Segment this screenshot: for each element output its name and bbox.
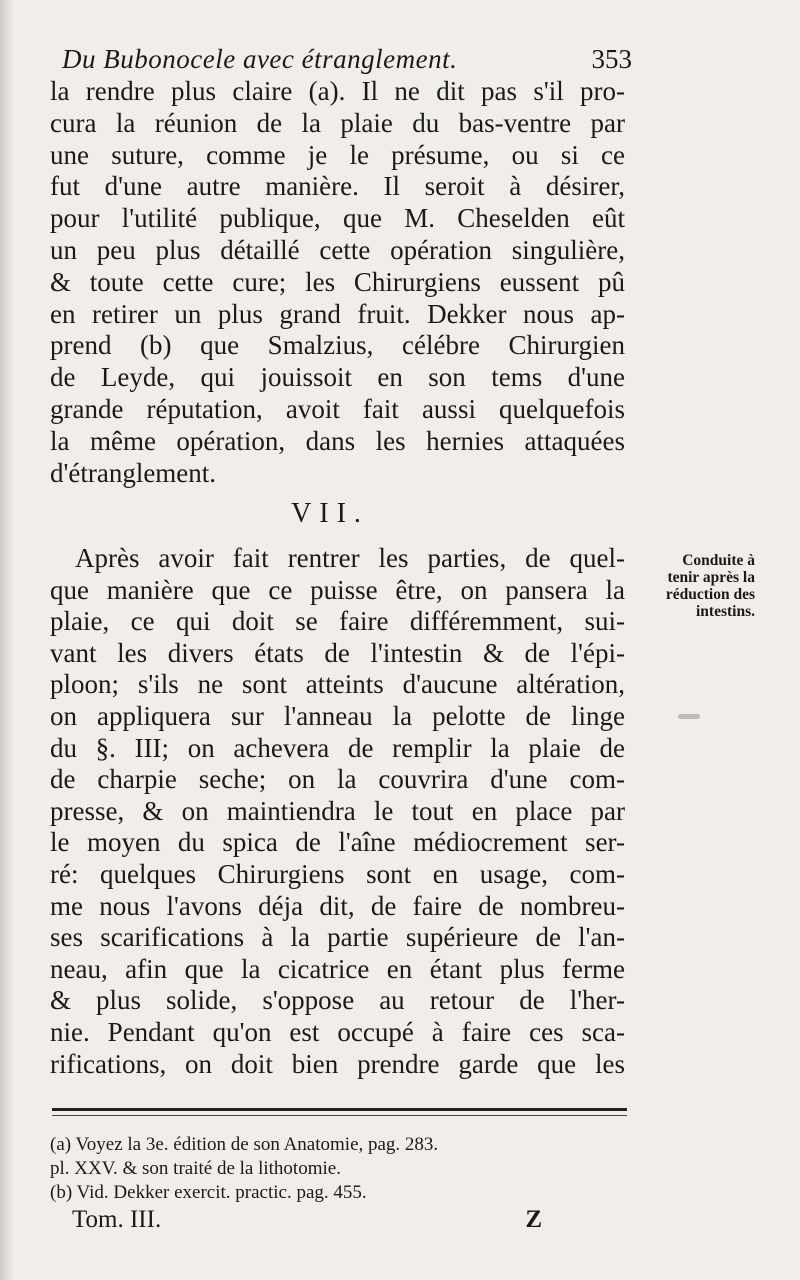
- signature-line: [72, 1206, 542, 1246]
- footnote-rule: [52, 1108, 627, 1111]
- text-line: rifications, on doit bien prendre garde que les: [50, 1048, 625, 1079]
- margin-note-line: Conduite à: [682, 552, 755, 569]
- text-line: me nous l'avons déja dit, de faire de nombreu-: [50, 890, 625, 921]
- footnotes: [50, 1133, 630, 1205]
- text-line: & plus solide, s'oppose au retour de l'her-: [50, 985, 625, 1016]
- text-line: que manière que ce puisse être, on pansera la: [50, 574, 625, 605]
- text-line: pour l'utilité publique, que M. Cheselden eût: [50, 203, 625, 234]
- text-line: presse, & on maintiendra le tout en place par: [50, 795, 625, 826]
- text-line: de charpie seche; on la couvrira d'une com-: [50, 764, 625, 795]
- volume-mark: Tom. III.: [72, 1206, 162, 1233]
- text-line: du §. III; on achevera de remplir la plaie de: [50, 732, 625, 763]
- text-line: d'étranglement.: [50, 457, 217, 488]
- page-number: 353: [591, 44, 632, 74]
- paragraph-2: [50, 543, 625, 1080]
- paragraph-1: [50, 76, 625, 489]
- margin-note-line: tenir après la: [667, 569, 755, 586]
- text-line: Après avoir fait rentrer les parties, de quel-: [75, 543, 625, 573]
- text-line: prend (b) que Smalzius, célébre Chirurgien: [50, 330, 625, 361]
- text-line: une suture, comme je le présume, ou si ce: [50, 139, 625, 170]
- text-line: & toute cette cure; les Chirurgiens eussent pû: [50, 266, 625, 297]
- text-line: fut d'une autre manière. Il seroit à désirer,: [50, 171, 625, 202]
- text-line: ses scarifications à la partie supérieure de l'an-: [50, 922, 625, 953]
- footnote: pl. XXV. & son traité de la lithotomie.: [50, 1158, 341, 1179]
- text-line: de Leyde, qui jouissoit en son tems d'une: [50, 362, 625, 393]
- footnote: (b) Vid. Dekker exercit. practic. pag. 455.: [50, 1182, 367, 1203]
- running-head: [62, 36, 632, 80]
- running-title: Du Bubonocele avec étranglement.: [62, 44, 458, 74]
- text-line: la même opération, dans les hernies attaquées: [50, 425, 625, 456]
- margin-note: [625, 552, 755, 620]
- gathering-signature: Z: [525, 1206, 542, 1233]
- text-line: on appliquera sur l'anneau la pelotte de linge: [50, 700, 625, 731]
- section-heading: VII.: [291, 498, 369, 529]
- text-line: cura la réunion de la plaie du bas-ventre par: [50, 107, 625, 138]
- text-line: ré: quelques Chirurgiens sont en usage, com-: [50, 858, 625, 889]
- footnote: (a) Voyez la 3e. édition de son Anatomie, pag. 283.: [50, 1134, 439, 1155]
- text-line: grande réputation, avoit fait aussi quelquefois: [50, 393, 625, 424]
- margin-note-line: intestins.: [696, 603, 755, 620]
- text-line: la rendre plus claire (a). Il ne dit pas s'il pro-: [50, 76, 625, 106]
- text-line: plaie, ce qui doit se faire différemment, sui-: [50, 606, 625, 637]
- footnote-rule-thin: [52, 1115, 627, 1116]
- margin-note-line: réduction des: [665, 586, 755, 603]
- text-line: ploon; s'ils ne sont atteints d'aucune altération,: [50, 669, 625, 700]
- text-line: le moyen du spica de l'aîne médiocrement ser-: [50, 827, 625, 858]
- text-line: vant les divers états de l'intestin & de l'épi-: [50, 637, 625, 668]
- page-edge-shadow: [0, 0, 14, 1280]
- text-line: nie. Pendant qu'on est occupé à faire ces sca-: [50, 1016, 625, 1047]
- text-line: neau, afin que la cicatrice en étant plus ferme: [50, 953, 625, 984]
- ink-smudge: [678, 714, 700, 719]
- text-line: en retirer un plus grand fruit. Dekker nous ap-: [50, 298, 625, 329]
- text-line: un peu plus détaillé cette opération singulière,: [50, 234, 625, 265]
